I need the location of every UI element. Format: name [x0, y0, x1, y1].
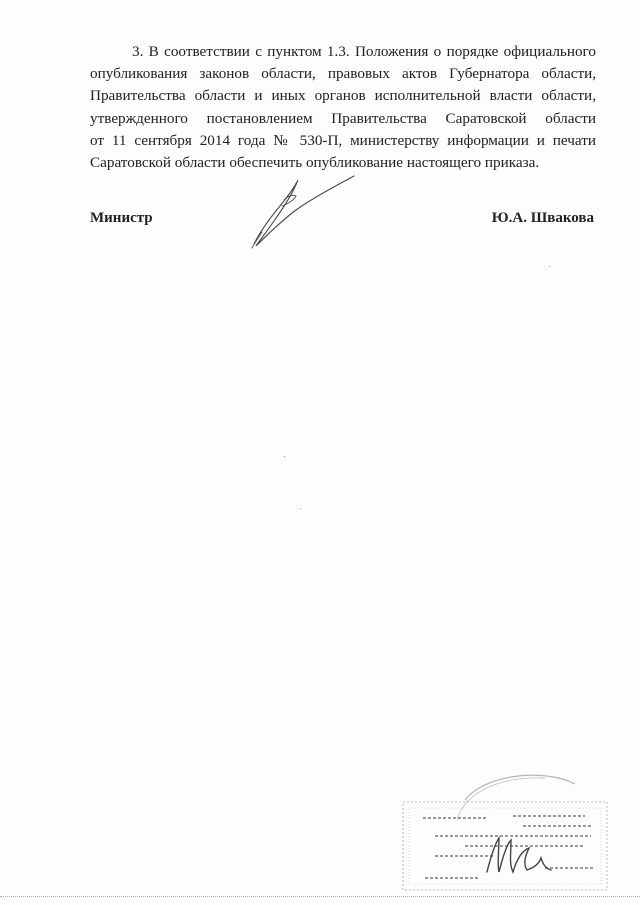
paragraph-line: Саратовской области обеспечить опубликование настоящего приказа. [90, 154, 540, 172]
handwritten-signature-icon [236, 166, 366, 256]
paragraph-line: опубликования законов области, правовых актов Губернатора области, [90, 65, 596, 83]
body-paragraph [90, 41, 596, 174]
paragraph-line: утвержденного постановлением Правительства Саратовской области [90, 109, 596, 127]
signatory-title: Министр [90, 210, 153, 226]
paragraph-line: 3. В соответствии с пунктом 1.3. Положения о порядке официального [132, 43, 596, 60]
scan-speck [300, 508, 301, 509]
paragraph-line: Правительства области и иных органов исполнительной власти области, [90, 87, 596, 105]
official-stamp-icon [395, 760, 615, 895]
scan-speck [549, 266, 550, 267]
scan-speck [284, 456, 285, 457]
paragraph-line: от 11 сентября 2014 года № 530-П, министерству информации и печати [90, 131, 596, 149]
scan-edge-line [0, 896, 640, 897]
signatory-name: Ю.А. Швакова [491, 210, 594, 226]
